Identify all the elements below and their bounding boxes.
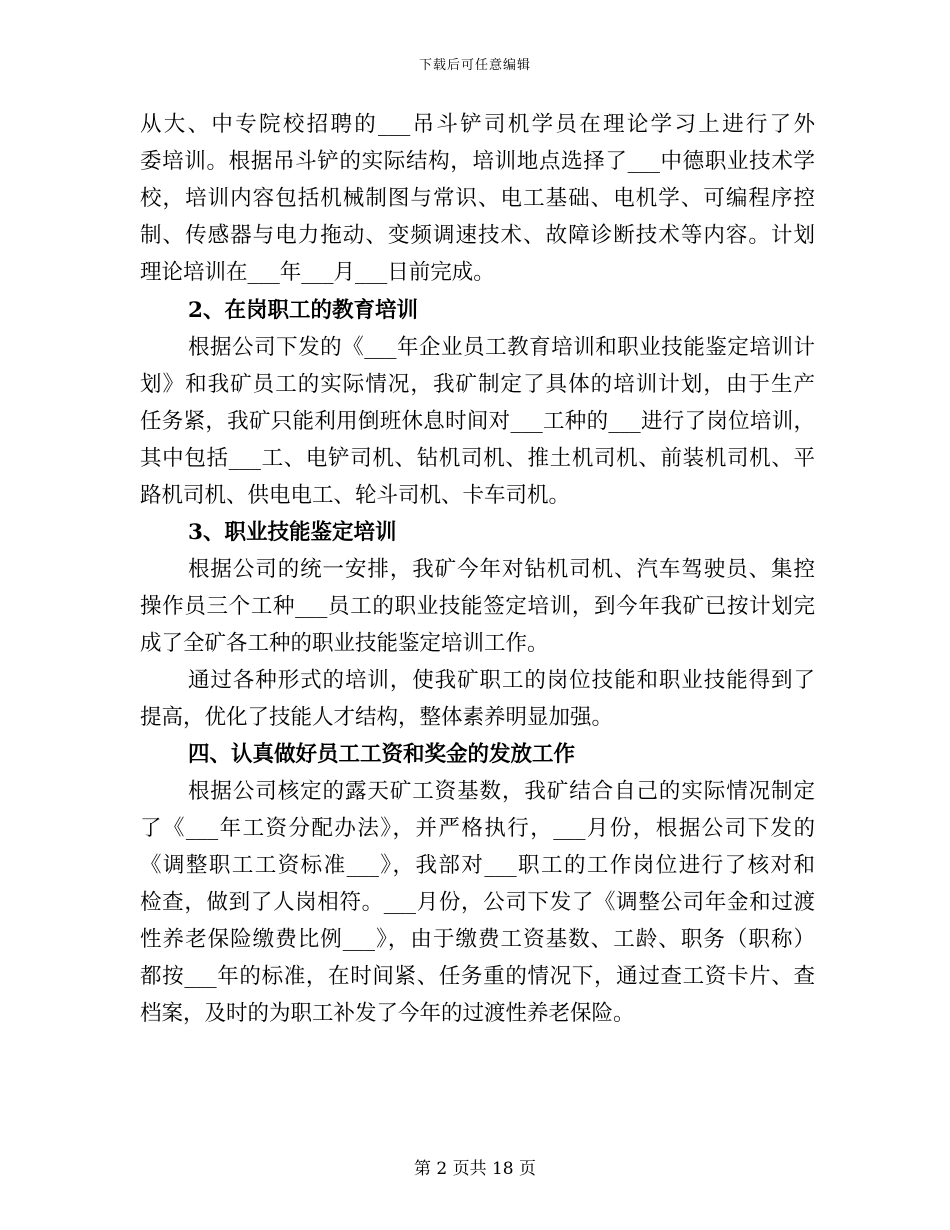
- paragraph-line: 校，培训内容包括机械制图与常识、电工基础、电机学、可编程序控: [140, 186, 815, 211]
- paragraph-line: 其中包括___工、电铲司机、钻机司机、推土机司机、前装机司机、平: [140, 446, 815, 471]
- paragraph-line: 档案，及时的为职工补发了今年的过渡性养老保险。: [140, 1001, 635, 1026]
- paragraph-line: 性养老保险缴费比例___》，由于缴费工资基数、工龄、职务（职称）: [140, 927, 815, 952]
- paragraph-line: 都按___年的标准，在时间紧、任务重的情况下，通过查工资卡片、查: [140, 964, 815, 989]
- paragraph-line: 检查，做到了人岗相符。___月份，公司下发了《调整公司年金和过渡: [140, 890, 815, 915]
- page-footer: 第 2 页共 18 页: [413, 1159, 537, 1179]
- paragraph-line: 委培训。根据吊斗铲的实际结构，培训地点选择了___中德职业技术学: [140, 149, 815, 174]
- paragraph-line: 成了全矿各工种的职业技能鉴定培训工作。: [140, 631, 549, 656]
- paragraph-line: 《调整职工工资标准___》，我部对___职工的工作岗位进行了核对和: [140, 853, 815, 878]
- paragraph-line: 操作员三个工种___员工的职业技能签定培训，到今年我矿已按计划完: [140, 594, 815, 619]
- paragraph-line: 从大、中专院校招聘的___吊斗铲司机学员在理论学习上进行了外: [140, 112, 815, 137]
- paragraph-line: 根据公司核定的露天矿工资基数，我矿结合自己的实际情况制定: [188, 779, 815, 804]
- section-heading: 2、在岗职工的教育培训: [188, 298, 418, 323]
- paragraph-line: 根据公司的统一安排，我矿今年对钻机司机、汽车驾驶员、集控: [188, 557, 815, 582]
- page-header: 下载后可任意编辑: [418, 58, 531, 73]
- paragraph-line: 理论培训在___年___月___日前完成。: [140, 260, 495, 285]
- section-heading: 四、认真做好员工工资和奖金的发放工作: [188, 742, 576, 767]
- section-heading: 3、职业技能鉴定培训: [188, 520, 397, 545]
- paragraph-line: 路机司机、供电电工、轮斗司机、卡车司机。: [140, 483, 571, 508]
- paragraph-line: 制、传感器与电力拖动、变频调速技术、故障诊断技术等内容。计划: [140, 223, 815, 248]
- paragraph-line: 了《___年工资分配办法》，并严格执行，___月份，根据公司下发的: [140, 816, 815, 841]
- paragraph-line: 任务紧，我矿只能利用倒班休息时间对___工种的___进行了岗位培训，: [140, 409, 815, 434]
- paragraph-line: 划》和我矿员工的实际情况，我矿制定了具体的培训计划，由于生产: [140, 372, 815, 397]
- paragraph-line: 通过各种形式的培训，使我矿职工的岗位技能和职业技能得到了: [188, 668, 815, 693]
- paragraph-line: 根据公司下发的《___年企业员工教育培训和职业技能鉴定培训计: [188, 335, 815, 360]
- paragraph-line: 提高，优化了技能人才结构，整体素养明显加强。: [140, 705, 614, 730]
